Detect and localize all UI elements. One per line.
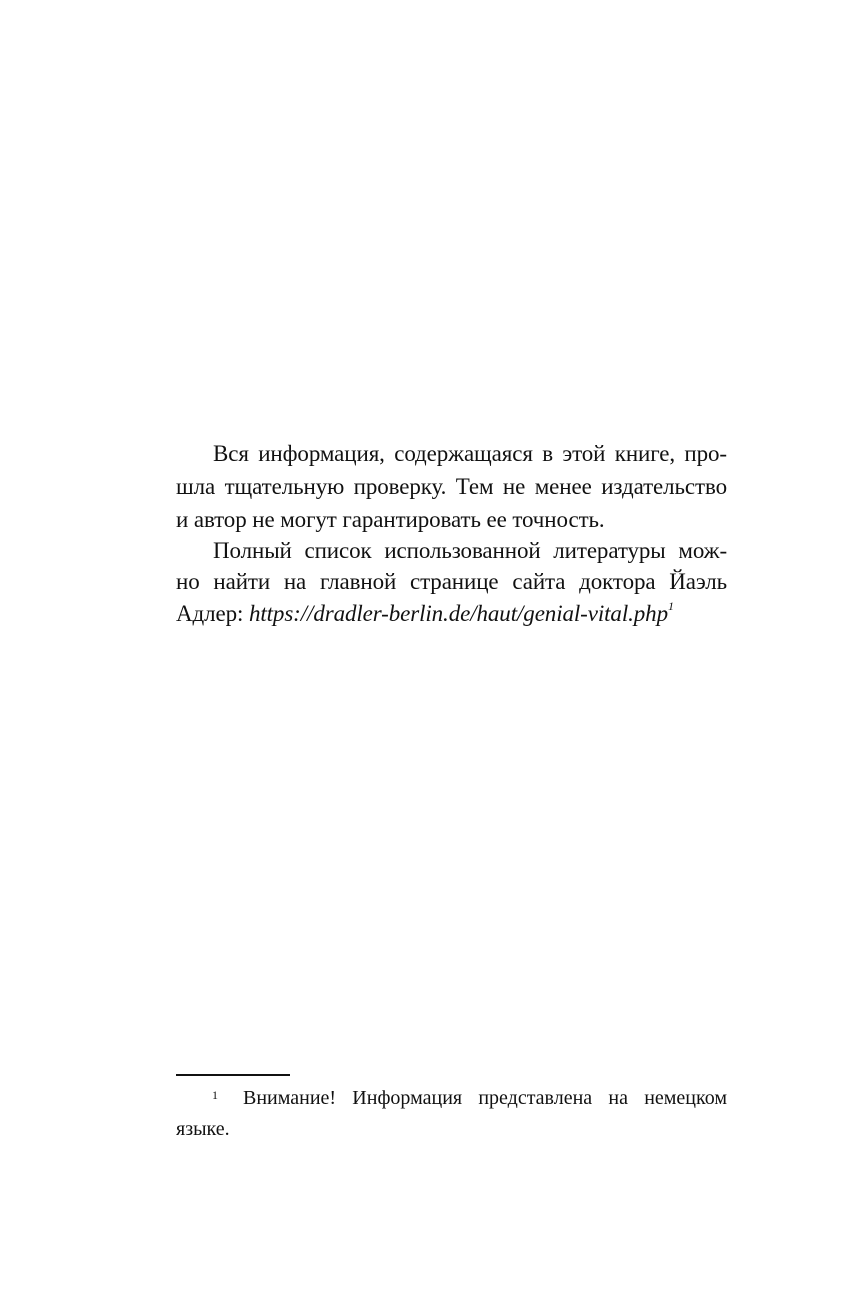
footnote-text-1: Внимание! Информация представлена на немецком <box>243 1087 727 1109</box>
author-prefix: Адлер: <box>176 601 249 626</box>
paragraph-2-line-2: но найти на главной странице сайта доктора Йаэль <box>176 569 727 594</box>
paragraph-1-line-3: и автор не могут гарантировать ее точность. <box>176 507 605 532</box>
footnote-line-2: языке. <box>176 1118 230 1140</box>
footnote-line-1 <box>176 1083 727 1113</box>
paragraph-2-line-3 <box>176 598 727 630</box>
paragraph-1-line-2: шла тщательную проверку. Тем не менее издательство <box>176 474 727 499</box>
footnote-number: 1 <box>212 1088 218 1102</box>
footnote-separator <box>176 1074 290 1076</box>
bibliography-link[interactable]: https://dradler-berlin.de/haut/genial-vital.php <box>248 601 668 626</box>
footnote-reference[interactable]: 1 <box>667 599 674 613</box>
paragraph-2-line-1: Полный список использованной литературы мож- <box>213 538 727 563</box>
paragraph-1-line-1: Вся информация, содержащаяся в этой книге, про- <box>213 441 727 466</box>
